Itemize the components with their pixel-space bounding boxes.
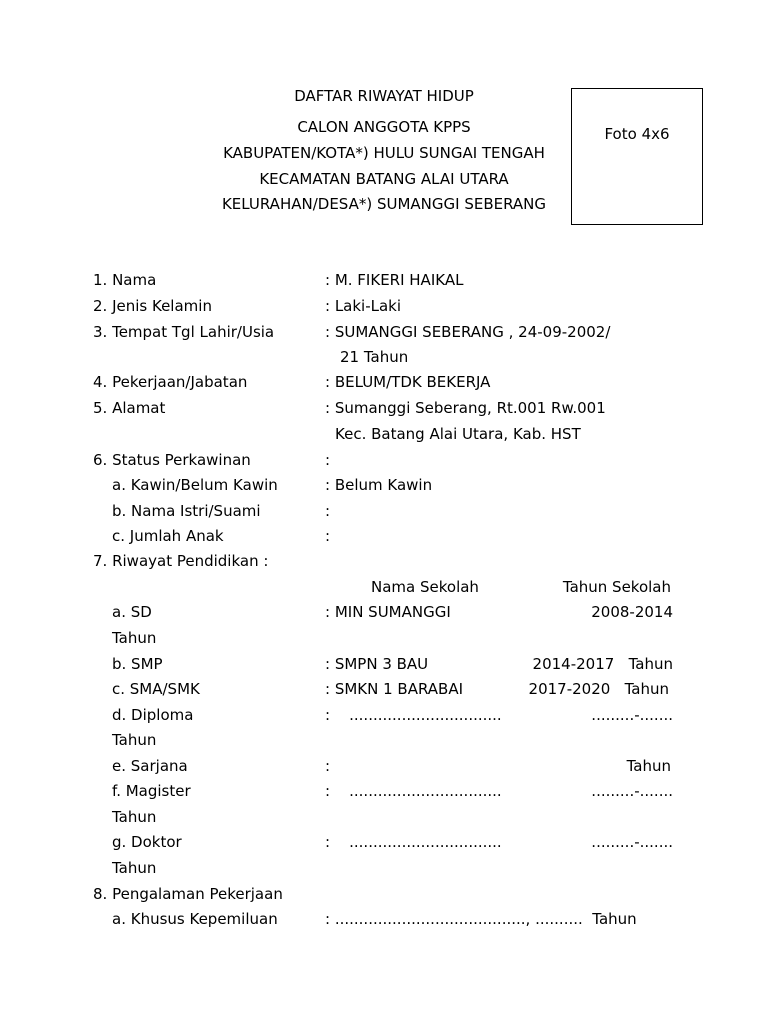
column-header-nama-sekolah: Nama Sekolah [371, 578, 479, 596]
value-khusus-kepemiluan: : ........................................, .......... Tahun [325, 910, 637, 928]
edu-tahun-diploma: Tahun [112, 731, 157, 749]
edu-label-diploma: d. Diploma [112, 706, 194, 724]
value-jumlah-anak: : [325, 527, 331, 545]
edu-year-diploma: .........-....... [591, 706, 673, 724]
edu-tahun-magister: Tahun [112, 808, 157, 826]
edu-school-diploma: : ................................ [325, 706, 502, 724]
label-alamat: 5. Alamat [93, 399, 166, 417]
column-header-tahun-sekolah: Tahun Sekolah [562, 578, 671, 596]
header-line-kecamatan: KECAMATAN BATANG ALAI UTARA [259, 170, 509, 188]
label-riwayat-pendidikan: 7. Riwayat Pendidikan : [93, 552, 269, 570]
edu-label-sd: a. SD [112, 603, 152, 621]
edu-tahun-sd: Tahun [112, 629, 157, 647]
value-pekerjaan: : BELUM/TDK BEKERJA [325, 373, 491, 391]
edu-school-smp: : SMPN 3 BAU [325, 655, 429, 673]
photo-box [571, 88, 703, 225]
value-jenis-kelamin: : Laki-Laki [325, 297, 402, 315]
value-nama: : M. FIKERI HAIKAL [325, 271, 464, 289]
edu-year-doktor: .........-....... [591, 833, 673, 851]
edu-year-sd: 2008-2014 [591, 603, 673, 621]
edu-year-sarjana: Tahun [626, 757, 671, 775]
label-pekerjaan: 4. Pekerjaan/Jabatan [93, 373, 248, 391]
edu-label-magister: f. Magister [112, 782, 191, 800]
value-ttl: : SUMANGGI SEBERANG , 24-09-2002/ [325, 323, 611, 341]
edu-year-smp: 2014-2017 Tahun [532, 655, 673, 673]
header-line-kpps: CALON ANGGOTA KPPS [297, 118, 471, 136]
edu-label-sma: c. SMA/SMK [112, 680, 200, 698]
label-khusus-kepemiluan: a. Khusus Kepemiluan [112, 910, 278, 928]
edu-school-sarjana: : [325, 757, 331, 775]
value-alamat-line2: Kec. Batang Alai Utara, Kab. HST [335, 425, 581, 443]
value-nama-istri: : [325, 502, 331, 520]
label-jumlah-anak: c. Jumlah Anak [112, 527, 224, 545]
value-kawin: : Belum Kawin [325, 476, 433, 494]
value-status-perkawinan: : [325, 451, 331, 469]
edu-school-magister: : ................................ [325, 782, 502, 800]
photo-label: Foto 4x6 [604, 125, 670, 143]
label-nama: 1. Nama [93, 271, 157, 289]
edu-tahun-doktor: Tahun [112, 859, 157, 877]
value-alamat: : Sumanggi Seberang, Rt.001 Rw.001 [325, 399, 606, 417]
edu-label-smp: b. SMP [112, 655, 163, 673]
label-pengalaman-pekerjaan: 8. Pengalaman Pekerjaan [93, 885, 283, 903]
label-ttl: 3. Tempat Tgl Lahir/Usia [93, 323, 275, 341]
document-title: DAFTAR RIWAYAT HIDUP [294, 87, 474, 105]
value-usia: 21 Tahun [340, 348, 409, 366]
label-kawin: a. Kawin/Belum Kawin [112, 476, 278, 494]
label-jenis-kelamin: 2. Jenis Kelamin [93, 297, 212, 315]
edu-school-sd: : MIN SUMANGGI [325, 603, 451, 621]
edu-label-sarjana: e. Sarjana [112, 757, 188, 775]
header-line-kabupaten: KABUPATEN/KOTA*) HULU SUNGAI TENGAH [223, 144, 545, 162]
edu-year-magister: .........-....... [591, 782, 673, 800]
header-line-kelurahan: KELURAHAN/DESA*) SUMANGGI SEBERANG [221, 195, 547, 213]
edu-label-doktor: g. Doktor [112, 833, 182, 851]
edu-school-doktor: : ................................ [325, 833, 502, 851]
edu-school-sma: : SMKN 1 BARABAI [325, 680, 464, 698]
edu-year-sma: 2017-2020 Tahun [528, 680, 669, 698]
label-nama-istri: b. Nama Istri/Suami [112, 502, 261, 520]
label-status-perkawinan: 6. Status Perkawinan [93, 451, 251, 469]
